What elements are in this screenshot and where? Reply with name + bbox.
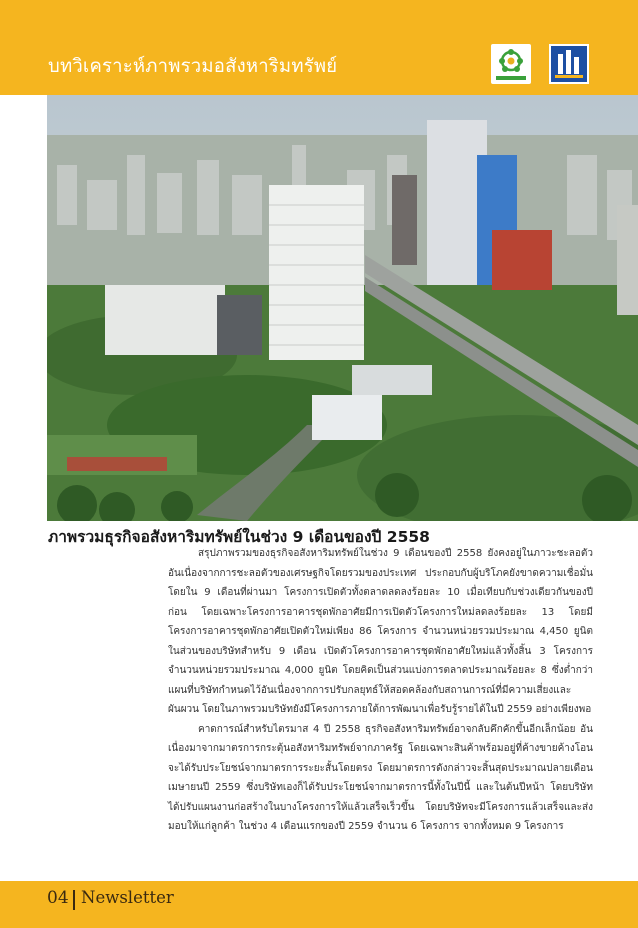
building-association-logo <box>549 44 589 84</box>
newsletter-label: Newsletter <box>81 888 174 907</box>
section-heading: ภาพรวมธุรกิจอสังหาริมทรัพย์ในช่วง 9 เดือนของปี 2558 <box>48 528 430 546</box>
community-network-icon <box>491 44 531 84</box>
city-skyline-icon <box>47 95 638 521</box>
article-paragraph: สรุปภาพรวมของธุรกิจอสังหาริมทรัพย์ในช่วง 9 เดือนของปี 2558 ยังคงอยู่ในภาวะชะลอตัว อันเนื่องจากการชะลอตัวของเศรษฐกิจโดยรวมของประเทศ ประกอบกับผู้บริโภคยังขาดความเชื่อมั่น โดยใน 9 เดือนที่ผ่านมา โครงการเปิดตัวทั้งตลาดลดลงร้อยละ 10 เมื่อเทียบกับช่วงเดียวกันของปีก่อน โดยเฉพาะโครงการอาคารชุดพักอาศัยมีการเปิดตัวโครงการใหม่ลดลงร้อยละ 13 โดยมีโครงการอาคารชุดพักอาศัยเปิดตัวใหม่เพียง 86 โครงการ จำนวนหน่วยรวมประมาณ 4,450 ยูนิต ในส่วนของบริษัทสำหรับ 9 เดือน เปิดตัวโครงการอาคารชุดพักอาศัยใหม่แล้วทั้งสิ้น 3 โครงการ จำนวนหน่วยรวมประมาณ 4,000 ยูนิต โดยคิดเป็นส่วนแบ่งการตลาดประมาณร้อยละ 8 ซึ่งต่ำกว่าแผนที่บริษัทกำหนดไว้อันเนื่องจากการปรับกลยุทธ์ให้สอดคล้องกับสถานการณ์ที่มีความเสี่ยงและผันผวน โดยในภาพรวมบริษัทยังมีโครงการภายใต้การพัฒนาเพื่อรับรู้รายได้ในปี 2559 อย่างเพียงพอ <box>168 548 593 715</box>
footer-divider <box>73 890 75 910</box>
page-title: บทวิเคราะห์ภาพรวมอสังหาริมทรัพย์ <box>48 56 338 77</box>
article-paragraph: คาดการณ์สำหรับไตรมาส 4 ปี 2558 ธุรกิจอสังหาริมทรัพย์อาจกลับคึกคักขึ้นอีกเล็กน้อย อันเนื่องมาจากมาตรการกระตุ้นอสังหาริมทรัพย์จากภาครัฐ โดยเฉพาะสินค้าพร้อมอยู่ที่ค้างขายค้างโอน จะได้รับประโยชน์จากมาตรการระยะสั้นโดยตรง โดยมาตรการดังกล่าวจะสิ้นสุดประมาณปลายเดือนเมษายนปี 2559 ซึ่งบริษัทเองก็ได้รับประโยชน์จากมาตรการนี้ทั้งในปีนี้ และในต้นปีหน้า โดยบริษัทได้ปรับแผนงานก่อสร้างในบางโครงการให้แล้วเสร็จเร็วขึ้น โดยบริษัทจะมีโครงการแล้วเสร็จและส่งมอบให้แก่ลูกค้า ในช่วง 4 เดือนแรกของปี 2559 จำนวน 6 โครงการ จากทั้งหมด 9 โครงการ <box>168 723 593 832</box>
building-association-icon <box>551 46 587 82</box>
city-skyline-photo <box>47 95 638 521</box>
community-network-logo <box>491 44 531 84</box>
article-body <box>168 544 593 837</box>
page-number: 04 <box>47 888 69 908</box>
